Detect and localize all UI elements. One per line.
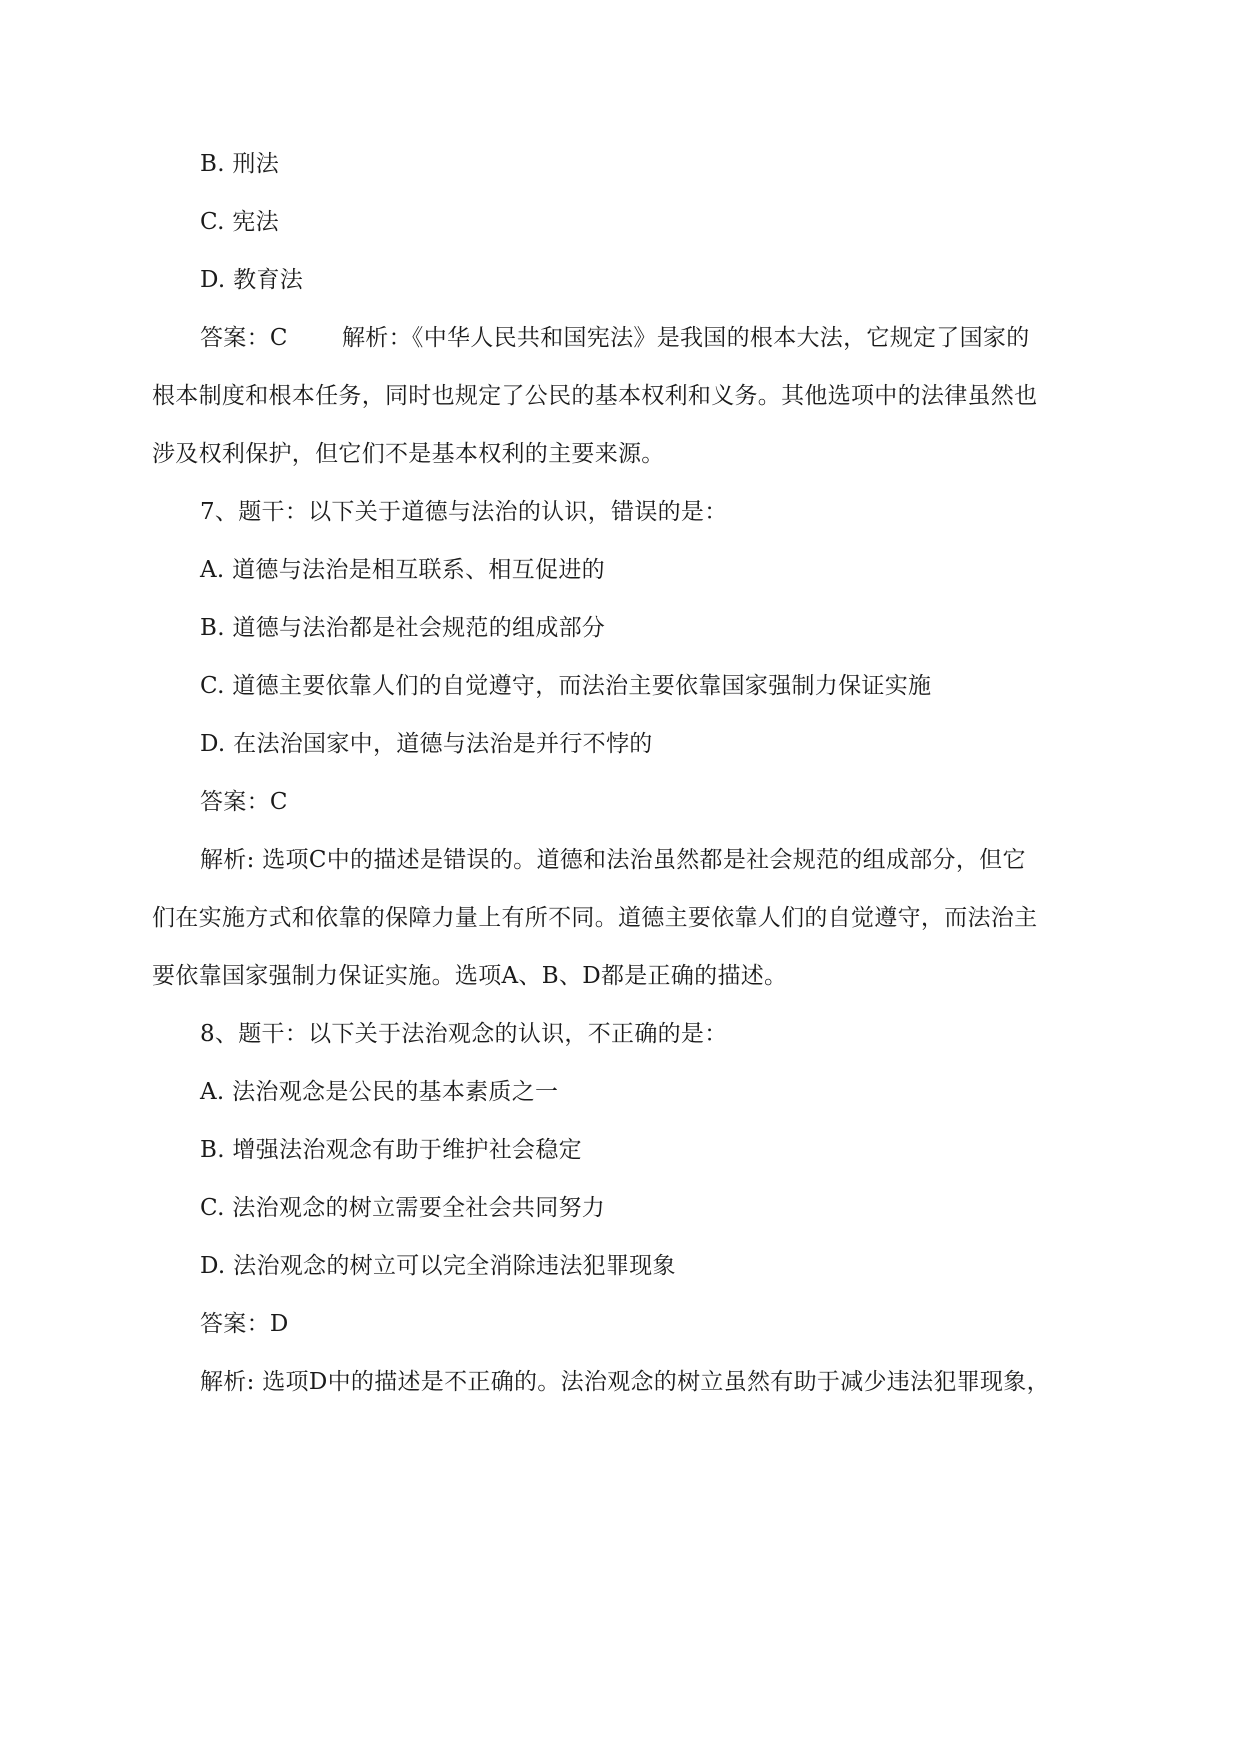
question-7-option-b: B. 道德与法治都是社会规范的组成部分 [200, 615, 606, 641]
question-8-option-c: C. 法治观念的树立需要全社会共同努力 [200, 1195, 606, 1221]
option-b-criminal-law: B. 刑法 [200, 151, 280, 177]
answer-6-line-1: 答案：C 解析：《中华人民共和国宪法》是我国的根本大法，它规定了国家的 [200, 325, 1030, 351]
question-7-explanation-line-2: 们在实施方式和依靠的保障力量上有所不同。道德主要依靠人们的自觉遵守，而法治主 [152, 905, 1038, 931]
question-8-answer: 答案：D [200, 1311, 289, 1337]
question-8-option-a: A. 法治观念是公民的基本素质之一 [200, 1079, 559, 1105]
option-c-constitution: C. 宪法 [200, 209, 279, 235]
question-7-explanation-line-1: 解析: 选项C中的描述是错误的。道德和法治虽然都是社会规范的组成部分，但它 [200, 847, 1026, 873]
question-7-option-c: C. 道德主要依靠人们的自觉遵守，而法治主要依靠国家强制力保证实施 [200, 673, 932, 699]
question-8-option-d: D. 法治观念的树立可以完全消除违法犯罪现象 [200, 1253, 676, 1279]
explanation-6-line-2: 根本制度和根本任务，同时也规定了公民的基本权利和义务。其他选项中的法律虽然也 [152, 383, 1038, 409]
question-8-explanation-line-1: 解析: 选项D中的描述是不正确的。法治观念的树立虽然有助于减少违法犯罪现象， [200, 1369, 1050, 1395]
question-8-option-b: B. 增强法治观念有助于维护社会稳定 [200, 1137, 582, 1163]
question-7-stem: 7、题干：以下关于道德与法治的认识，错误的是： [200, 499, 728, 525]
explanation-6-line-3: 涉及权利保护，但它们不是基本权利的主要来源。 [152, 441, 665, 467]
question-7-answer: 答案：C [200, 789, 288, 815]
question-7-option-a: A. 道德与法治是相互联系、相互促进的 [200, 557, 605, 583]
question-7-explanation-line-3: 要依靠国家强制力保证实施。选项A、B、D都是正确的描述。 [152, 963, 788, 989]
option-d-education-law: D. 教育法 [200, 267, 304, 293]
question-8-stem: 8、题干：以下关于法治观念的认识，不正确的是： [200, 1021, 728, 1047]
question-7-option-d: D. 在法治国家中，道德与法治是并行不悖的 [200, 731, 653, 757]
